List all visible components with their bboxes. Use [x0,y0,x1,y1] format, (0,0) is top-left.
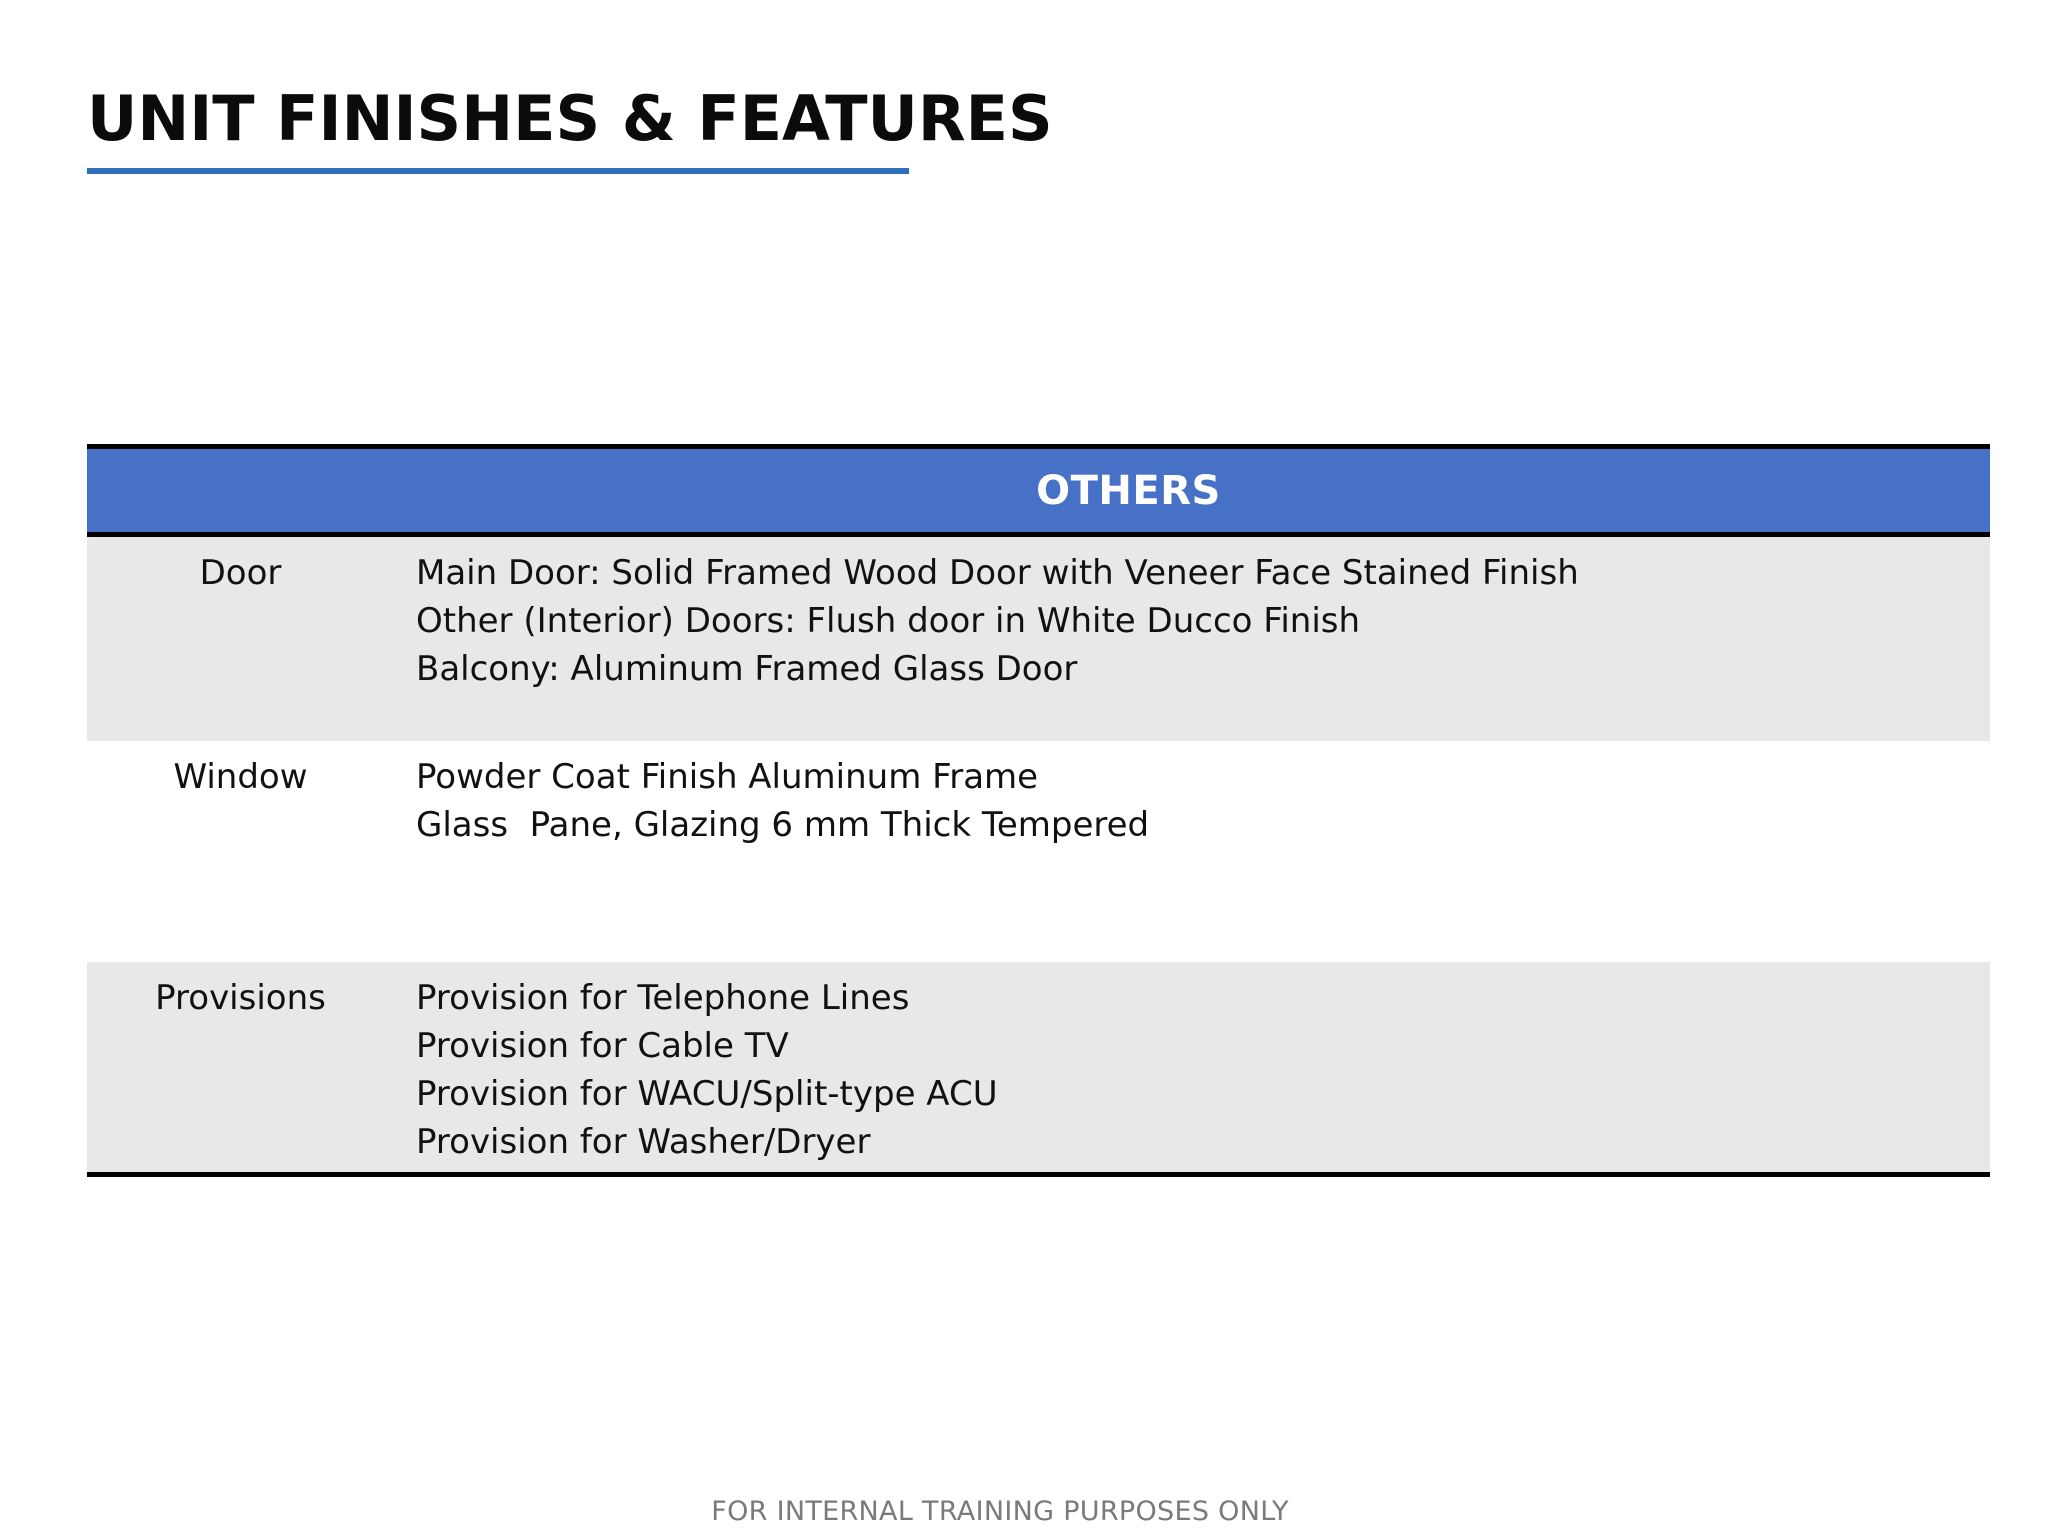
row-line: Other (Interior) Doors: Flush door in White Ducco Finish [416,601,1361,641]
title-underline [87,168,909,174]
row-line: Glass Pane, Glazing 6 mm Thick Tempered [416,805,1150,845]
row-line: Provision for Telephone Lines [416,978,910,1018]
row-line: Powder Coat Finish Aluminum Frame [416,757,1039,797]
table-header [87,449,1990,537]
specs-table [87,444,1990,1177]
footer-disclaimer: FOR INTERNAL TRAINING PURPOSES ONLY [711,1496,1289,1527]
row-content [394,962,1990,1172]
row-line: Main Door: Solid Framed Wood Door with Veneer Face Stained Finish [416,553,1579,593]
row-line: Balcony: Aluminum Framed Glass Door [416,649,1078,689]
row-content [394,741,1990,962]
row-content [394,537,1990,741]
row-label: Window [173,757,308,797]
row-label: Door [199,553,282,593]
row-line: Provision for WACU/Split-type ACU [416,1074,998,1114]
row-label: Provisions [155,978,326,1018]
table-row-window [87,741,1990,962]
table-row-provisions [87,962,1990,1172]
row-line: Provision for Cable TV [416,1026,789,1066]
table-header-text: OTHERS [1036,467,1221,514]
title-block [87,78,1053,174]
table-row-door [87,537,1990,741]
page-title: UNIT FINISHES & FEATURES [87,82,1053,155]
row-line: Provision for Washer/Dryer [416,1122,871,1162]
